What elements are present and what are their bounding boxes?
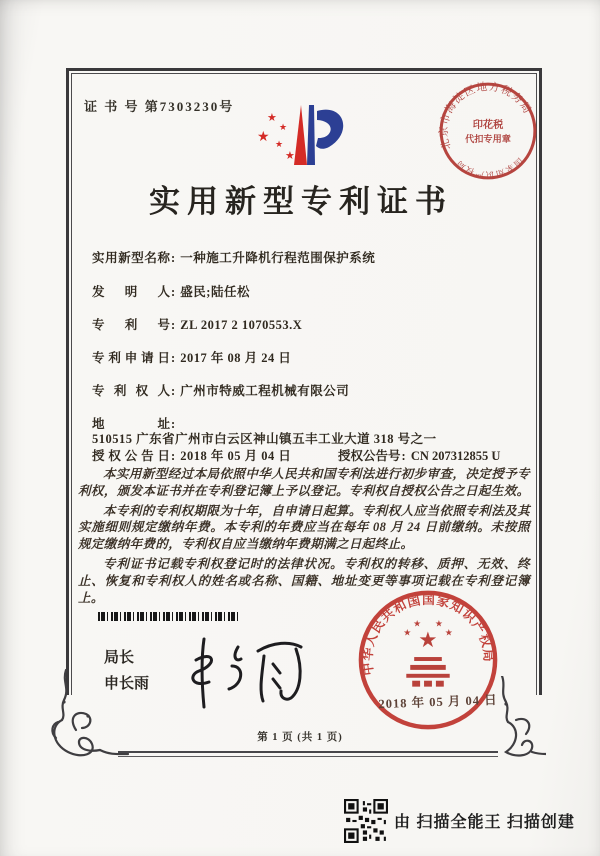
svg-text:★: ★ bbox=[413, 618, 422, 629]
colon: : bbox=[401, 449, 406, 463]
colon: : bbox=[171, 251, 176, 265]
colon: : bbox=[171, 318, 176, 332]
field-row-patent-number bbox=[92, 317, 532, 333]
tax-stamp-seal-icon bbox=[436, 79, 540, 183]
legal-paragraph: 本专利的专利权期限为十年，自申请日起算。专利权人应当依照专利法及其实施细则规定缴纳年费。本专利的年费应当在每年 08 月 24 日前缴纳。未按照规定缴纳年费的，专利权自应当缴纳年费期满之日起终止。 bbox=[78, 503, 530, 552]
svg-text:★: ★ bbox=[285, 150, 295, 162]
tax-stamp-ring-top: 北京市海淀区地方税务局 bbox=[438, 80, 534, 152]
national-emblem-icon bbox=[403, 618, 452, 686]
cnipa-patent-logo-icon bbox=[249, 99, 349, 173]
seal-date: 2018 年 05 月 04 日 bbox=[378, 692, 498, 712]
field-value: 2017 年 08 月 24 日 bbox=[180, 351, 292, 365]
page-number: 第 1 页 (共 1 页) bbox=[257, 732, 343, 743]
colon: : bbox=[171, 449, 176, 463]
colon: : bbox=[171, 417, 176, 431]
field-value: 2018 年 05 月 04 日 bbox=[180, 449, 292, 463]
field-value: CN 207312855 U bbox=[410, 449, 501, 463]
signer-name: 申长雨 bbox=[104, 676, 150, 692]
field-row-address bbox=[92, 416, 532, 448]
barcode-icon bbox=[98, 612, 240, 621]
field-label: 实用新型名称 bbox=[92, 251, 170, 265]
tax-stamp-center-line1: 印花税 bbox=[472, 119, 504, 131]
field-row-grant-number bbox=[338, 448, 500, 464]
field-row-utility-model-name bbox=[92, 250, 532, 266]
signature-icon bbox=[182, 632, 314, 721]
svg-text:★: ★ bbox=[434, 618, 443, 629]
signer-title: 局长 bbox=[104, 650, 135, 666]
field-label: 授权公告号 bbox=[338, 449, 401, 463]
legal-paragraph: 本实用新型经过本局依照中华人民共和国专利法进行初步审查，决定授予专利权，颁发本证书并在专利登记簿上予以登记。专利权自授权公告之日起生效。 bbox=[78, 467, 530, 498]
office-seal-ring-text: 中华人民共和国国家知识产权局 bbox=[360, 592, 496, 677]
colon: : bbox=[171, 285, 176, 299]
field-row-patentee bbox=[92, 383, 532, 399]
field-value: 盛民;陆任松 bbox=[180, 285, 250, 299]
tax-stamp-ring-bottom: 国家知识产权局 bbox=[453, 155, 525, 180]
field-value: 510515 广东省广州市白云区神山镇五丰工业大道 318 号之一 bbox=[92, 432, 437, 446]
field-value: 一种施工升降机行程范围保护系统 bbox=[180, 251, 376, 265]
certificate-number: 证 书 号 第7303230号 bbox=[84, 99, 235, 114]
field-label: 发明人 bbox=[92, 285, 170, 299]
svg-text:★: ★ bbox=[279, 122, 288, 132]
legal-paragraph: 专利证书记载专利权登记时的法律状况。专利权的转移、质押、无效、终止、恢复和专利权人的姓名或名称、国籍、地址变更等事项记载在专利登记簿上。 bbox=[78, 556, 530, 605]
svg-text:★: ★ bbox=[257, 130, 270, 145]
field-row-grant-date bbox=[92, 448, 532, 464]
field-label: 专利号 bbox=[92, 318, 170, 332]
field-row-application-date bbox=[92, 350, 532, 366]
colon: : bbox=[171, 351, 176, 365]
field-label: 专利申请日 bbox=[92, 351, 170, 365]
scan-app-credit: 由 扫描全能王 扫描创建 bbox=[394, 814, 575, 831]
field-value: ZL 2017 2 1070553.X bbox=[180, 318, 303, 332]
field-label: 授权公告日 bbox=[92, 449, 170, 463]
qr-code-icon bbox=[344, 799, 388, 843]
certificate-title: 实用新型专利证书 bbox=[149, 184, 453, 219]
bottom-border-rule bbox=[118, 751, 498, 757]
colon: : bbox=[171, 384, 176, 398]
svg-text:★: ★ bbox=[267, 112, 277, 124]
field-label: 专利权人 bbox=[92, 384, 170, 398]
field-row-inventor bbox=[92, 284, 532, 300]
field-label: 地址 bbox=[92, 417, 170, 431]
signer-block bbox=[104, 645, 149, 697]
svg-text:★: ★ bbox=[444, 627, 453, 638]
field-value: 广州市特威工程机械有限公司 bbox=[180, 384, 350, 398]
tax-stamp-center-line2: 代扣专用章 bbox=[465, 134, 511, 145]
svg-text:★: ★ bbox=[403, 627, 412, 638]
svg-text:★: ★ bbox=[418, 628, 438, 653]
svg-text:★: ★ bbox=[275, 139, 284, 149]
